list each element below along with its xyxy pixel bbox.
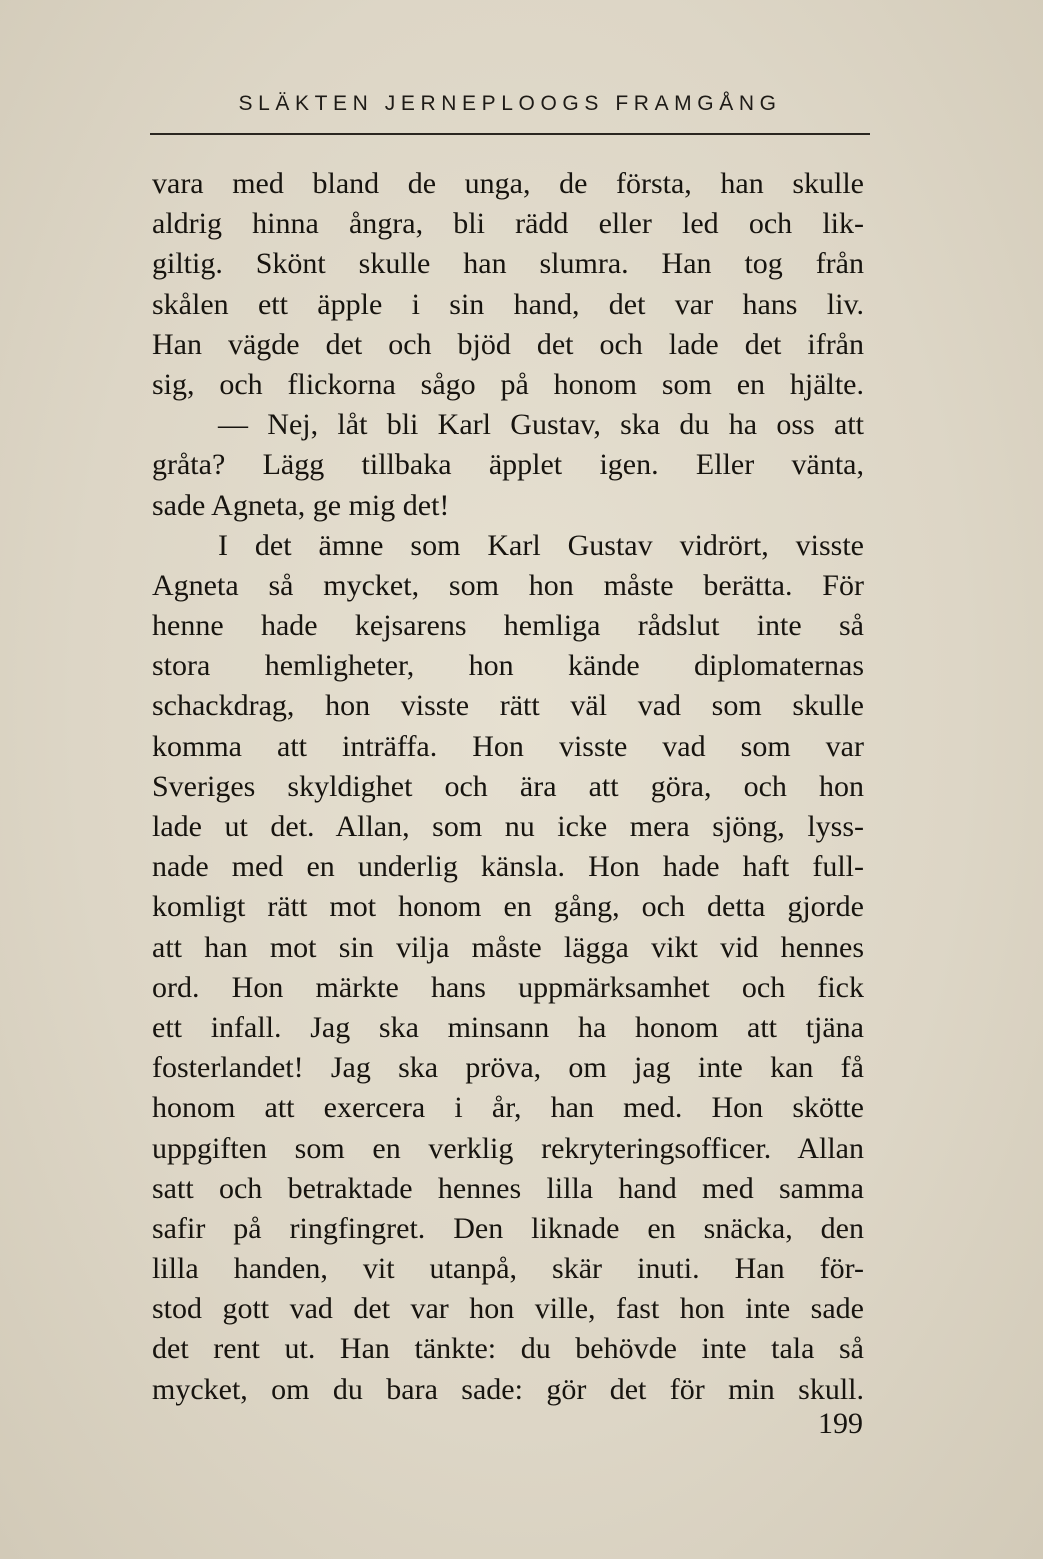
text-line: I det ämne som Karl Gustav vidrört, visste [218,528,864,562]
body-text [152,164,864,1410]
text-line: komligt rätt mot honom en gång, och detta gjorde [152,890,864,924]
text-line: satt och betraktade hennes lilla hand med samma [152,1171,864,1205]
text-line: uppgiften som en verklig rekryteringsofficer. Allan [152,1131,864,1165]
text-line: ord. Hon märkte hans uppmärksamhet och fick [152,970,864,1004]
text-line: det rent ut. Han tänkte: du behövde inte tala så [152,1332,864,1366]
text-line: Sveriges skyldighet och ära att göra, och hon [152,769,864,803]
text-line: lade ut det. Allan, som nu icke mera sjöng, lyss- [152,810,864,843]
text-line: stora hemligheter, hon kände diplomaternas [152,649,864,683]
text-line: aldrig hinna ångra, bli rädd eller led och lik- [152,207,864,241]
text-line: stod gott vad det var hon ville, fast hon inte sade [152,1292,864,1326]
text-line: skålen ett äpple i sin hand, det var hans liv. [152,287,864,321]
text-line: mycket, om du bara sade: gör det för min skull. [152,1372,864,1406]
running-head: SLÄKTEN JERNEPLOOGS FRAMGÅNG [238,92,782,115]
text-line: sig, och flickorna sågo på honom som en hjälte. [152,367,864,401]
text-line: vara med bland de unga, de första, han skulle [152,167,864,200]
text-line: fosterlandet! Jag ska pröva, om jag inte kan få [152,1051,864,1085]
text-line: sade Agneta, ge mig det! [152,488,450,522]
text-line: schackdrag, hon visste rätt väl vad som skulle [152,689,864,723]
text-line: safir på ringfingret. Den liknade en snäcka, den [152,1211,864,1245]
text-line: att han mot sin vilja måste lägga vikt vid hennes [152,930,864,964]
text-line: komma att inträffa. Hon visste vad som var [152,729,864,763]
text-line: lilla handen, vit utanpå, skär inuti. Han för- [152,1252,864,1286]
text-line: giltig. Skönt skulle han slumra. Han tog från [152,247,864,281]
text-line: Agneta så mycket, som hon måste berätta. För [152,568,864,602]
text-line: gråta? Lägg tillbaka äpplet igen. Eller vänta, [152,448,864,482]
text-line: honom att exercera i år, han med. Hon skötte [152,1091,864,1125]
page-number: 199 [818,1407,863,1440]
text-line: Han vägde det och bjöd det och lade det ifrån [152,327,864,361]
text-line: — Nej, låt bli Karl Gustav, ska du ha oss att [218,408,864,442]
text-line: ett infall. Jag ska minsann ha honom att tjäna [152,1010,864,1044]
text-line: henne hade kejsarens hemliga rådslut inte så [152,609,864,643]
text-line: nade med en underlig känsla. Hon hade haft full- [152,850,864,884]
header-rule [150,133,870,135]
